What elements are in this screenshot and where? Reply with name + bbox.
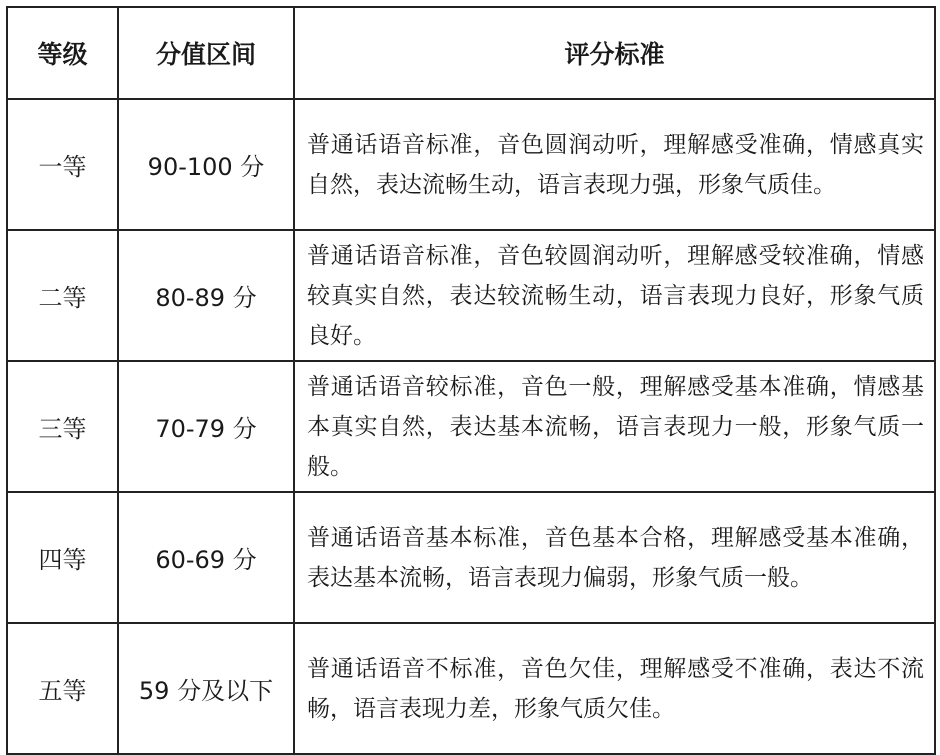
criteria-cell: 普通话语音不标准，音色欠佳，理解感受不准确，表达不流畅，语言表现力差，形象气质欠佳。 [294, 623, 935, 754]
header-row [7, 7, 935, 99]
table-row [7, 623, 935, 754]
grade-cell: 五等 [7, 623, 118, 754]
header-criteria: 评分标准 [294, 7, 935, 99]
grade-cell: 四等 [7, 492, 118, 623]
grade-cell: 三等 [7, 361, 118, 492]
table-row [7, 99, 935, 230]
score-range-cell: 59 分及以下 [118, 623, 294, 754]
criteria-cell: 普通话语音较标准，音色一般，理解感受基本准确，情感基本真实自然，表达基本流畅，语言表现力一般，形象气质一般。 [294, 361, 935, 492]
header-score-range: 分值区间 [118, 7, 294, 99]
table-row [7, 492, 935, 623]
grade-cell: 一等 [7, 99, 118, 230]
score-range-cell: 90-100 分 [118, 99, 294, 230]
table-row [7, 230, 935, 361]
header-grade: 等级 [7, 7, 118, 99]
score-range-cell: 80-89 分 [118, 230, 294, 361]
criteria-cell: 普通话语音标准，音色较圆润动听，理解感受较准确，情感较真实自然，表达较流畅生动，语言表现力良好，形象气质良好。 [294, 230, 935, 361]
scoring-table [6, 6, 936, 755]
table-row [7, 361, 935, 492]
score-range-cell: 60-69 分 [118, 492, 294, 623]
score-range-cell: 70-79 分 [118, 361, 294, 492]
criteria-cell: 普通话语音基本标准，音色基本合格，理解感受基本准确，表达基本流畅，语言表现力偏弱，形象气质一般。 [294, 492, 935, 623]
criteria-cell: 普通话语音标准，音色圆润动听，理解感受准确，情感真实自然，表达流畅生动，语言表现力强，形象气质佳。 [294, 99, 935, 230]
scoring-table-container [6, 6, 936, 755]
grade-cell: 二等 [7, 230, 118, 361]
